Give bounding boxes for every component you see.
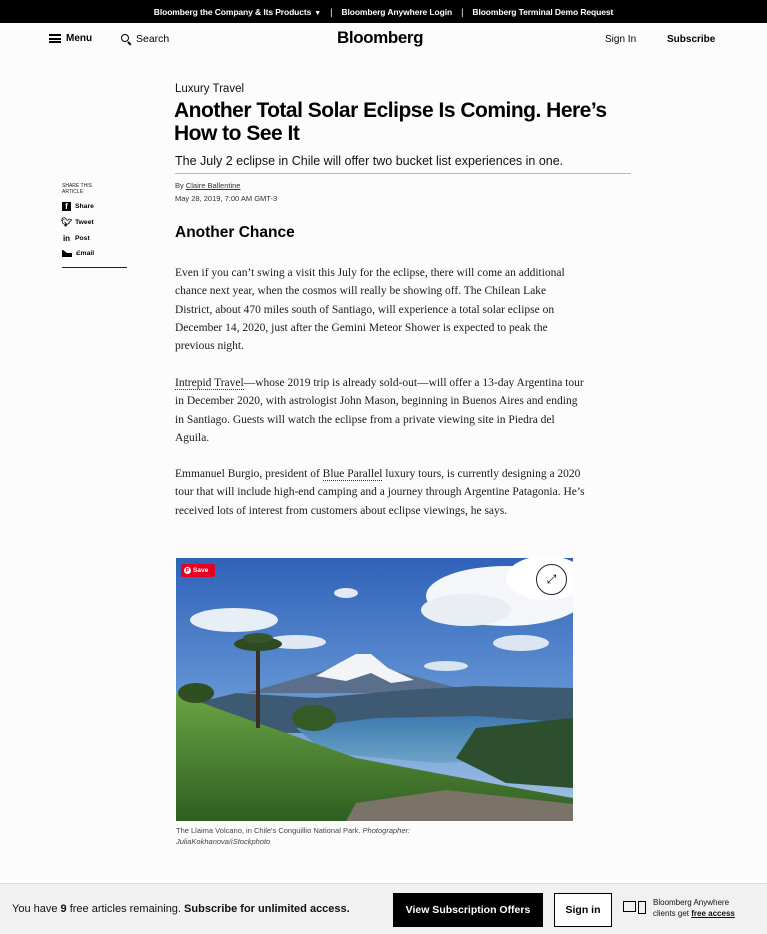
anywhere-line2	[653, 908, 735, 919]
divider	[62, 267, 127, 268]
intrepid-travel-link[interactable]: Intrepid Travel	[175, 377, 244, 389]
share-twitter[interactable]	[62, 218, 127, 227]
paywall-middle: free articles remaining.	[66, 903, 185, 915]
share-facebook-label: Share	[75, 203, 94, 210]
subscribe-cta-link[interactable]: Subscribe for unlimited access.	[184, 903, 350, 915]
main-nav	[0, 23, 767, 57]
anywhere-text	[653, 897, 735, 919]
paragraph	[175, 374, 585, 447]
chevron-down-icon: ▼	[314, 9, 322, 17]
divider: |	[330, 6, 333, 17]
view-subscription-offers-button[interactable]: View Subscription Offers	[393, 893, 543, 927]
search-button[interactable]	[121, 33, 169, 45]
search-icon	[121, 34, 132, 45]
paragraph-text: luxury tours, is currently designing a 2020 tour that will include high-end camping and a journey through Argentine Patagonia. He’s received lots of interest from customers about eclipse viewings, he says.	[175, 468, 585, 517]
free-access-link[interactable]: free access	[691, 909, 735, 918]
paywall-prefix: You have	[12, 903, 61, 915]
bloomberg-anywhere-promo	[623, 897, 735, 919]
subscribe-link[interactable]: Subscribe	[667, 34, 716, 45]
devices-icon	[623, 901, 647, 915]
blue-parallel-link[interactable]: Blue Parallel	[322, 468, 383, 480]
facebook-icon: f	[62, 202, 71, 211]
share-facebook[interactable]	[62, 202, 127, 211]
save-label: Save	[193, 567, 209, 574]
anywhere-line2-prefix: clients get	[653, 909, 692, 918]
section-heading: Another Chance	[175, 224, 295, 241]
article-dek: The July 2 eclipse in Chile will offer two bucket list experiences in one.	[175, 154, 564, 168]
paragraph-text: —whose 2019 trip is already sold-out—will offer a 13-day Argentina tour in December 2020, with astrologist John Mason, beginning in Buenos Aires and ending in Santiago. Guests will watch the eclipse from a private viewing site in Piedra del Aguila.	[175, 377, 584, 444]
pinterest-save-button[interactable]	[181, 564, 215, 577]
article-kicker[interactable]: Luxury Travel	[175, 83, 245, 95]
expand-icon: ⤢	[546, 572, 557, 586]
article-photo	[176, 558, 573, 821]
paywall-message	[12, 903, 350, 915]
company-products-link[interactable]	[154, 7, 321, 17]
caption-text: The Llaima Volcano, in Chile's Conguillio National Park.	[176, 826, 361, 835]
share-email[interactable]	[62, 250, 127, 257]
free-article-count: 9	[60, 903, 67, 915]
menu-button[interactable]	[49, 33, 92, 44]
share-rail	[62, 184, 127, 268]
share-linkedin-label: Post	[75, 235, 90, 242]
linkedin-icon: in	[62, 234, 71, 243]
anywhere-login-link[interactable]: Bloomberg Anywhere Login	[341, 6, 453, 17]
article-headline: Another Total Solar Eclipse Is Coming. Here’s How to See It	[174, 99, 607, 145]
expand-image-button[interactable]	[536, 564, 567, 595]
photo-credit: Photographer: JuliaKokhanova/iStockphoto	[176, 826, 411, 846]
paragraph: Even if you can’t swing a visit this July for the eclipse, there will come an additional chance next year, when the cosmos will really be showing off. The Chilean Lake District, about 470 miles south of Santiago, will experience a total solar eclipse on December 14, 2020, just after the Gemini Meteor Shower is expected to peak the previous night.	[175, 267, 565, 353]
twitter-icon: 🐦︎	[60, 217, 73, 227]
email-icon	[62, 250, 72, 257]
hamburger-icon	[49, 34, 61, 43]
menu-label: Menu	[66, 33, 93, 44]
paragraph-text: Emmanuel Burgio, president of	[175, 468, 323, 480]
photo-caption	[176, 825, 476, 847]
publish-date: May 28, 2019, 7:00 AM GMT-3	[175, 194, 278, 203]
signin-link[interactable]: Sign In	[605, 34, 637, 45]
terminal-demo-link[interactable]: Bloomberg Terminal Demo Request	[472, 6, 614, 17]
byline	[175, 181, 240, 190]
share-linkedin[interactable]	[62, 234, 127, 243]
paywall-bar	[0, 883, 767, 934]
anywhere-line1: Bloomberg Anywhere	[653, 898, 730, 907]
pinterest-icon: P	[185, 567, 190, 574]
byline-prefix: By	[175, 181, 186, 190]
paywall-signin-button[interactable]: Sign in	[554, 893, 612, 927]
top-utility-bar	[0, 0, 767, 23]
company-products-label: Bloomberg the Company & Its Products	[153, 6, 312, 17]
divider	[175, 173, 631, 174]
share-title: SHARE THIS ARTICLE	[62, 183, 92, 195]
search-label: Search	[136, 33, 170, 45]
divider: |	[461, 6, 464, 17]
volcano-landscape-image	[176, 558, 573, 821]
bloomberg-logo[interactable]: Bloomberg	[337, 28, 424, 47]
paragraph	[175, 465, 585, 520]
share-email-label: Email	[76, 250, 95, 257]
share-twitter-label: Tweet	[75, 219, 94, 226]
author-link[interactable]: Claire Ballentine	[185, 181, 241, 190]
